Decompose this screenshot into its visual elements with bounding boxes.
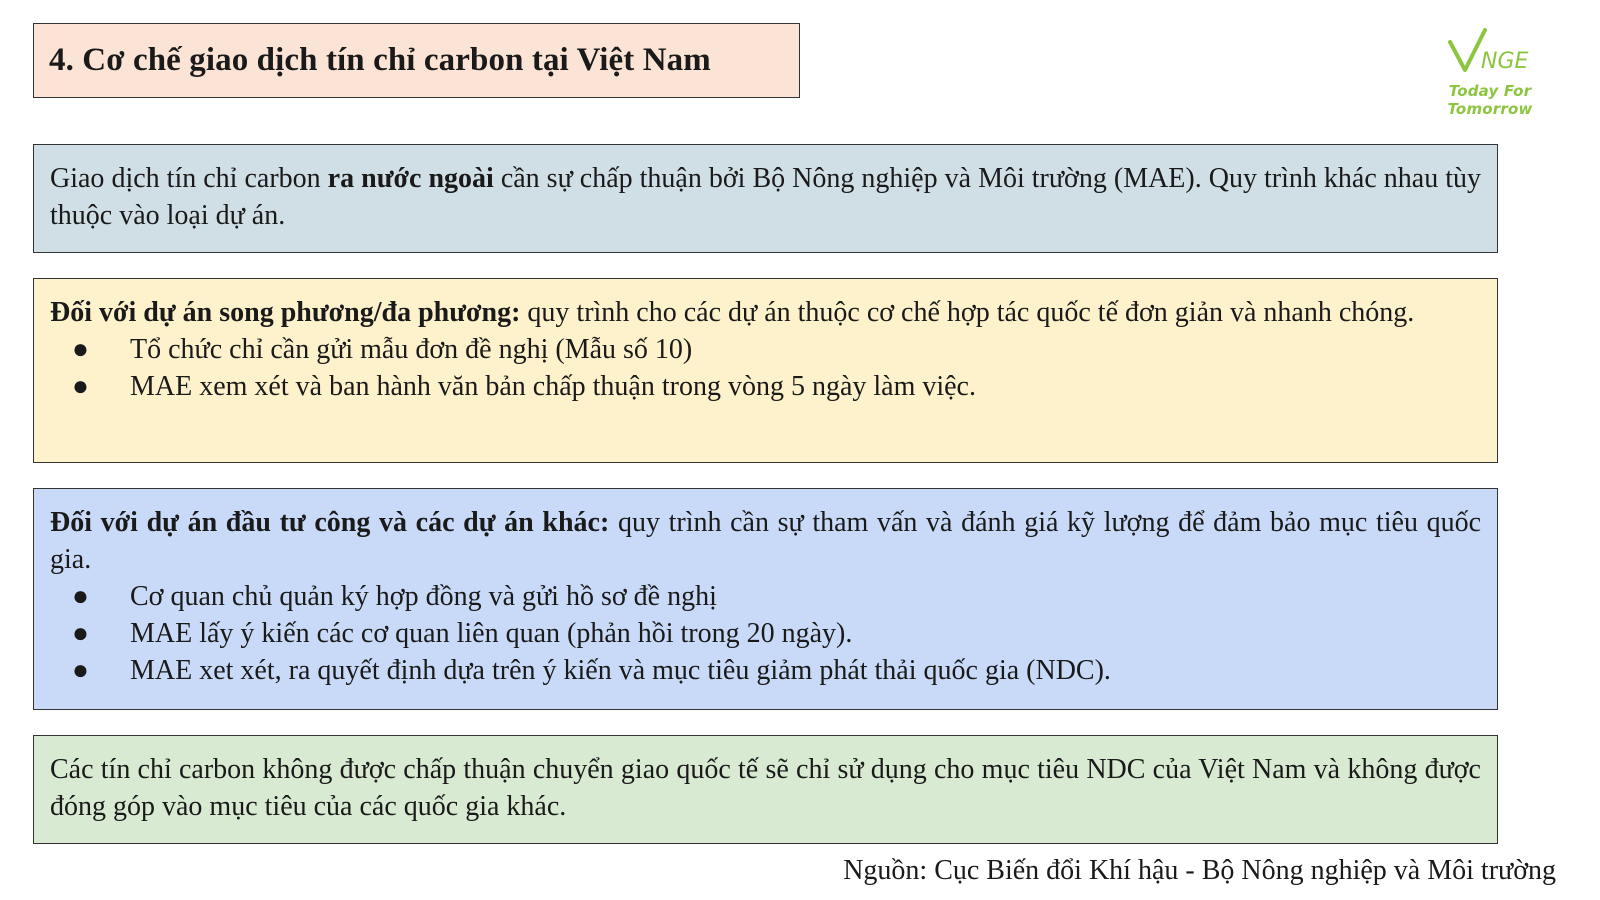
- bilateral-bullet-list: [50, 331, 1481, 405]
- public-investment-heading-text: quy trình cần sự tham vấn và đánh giá kỹ lượng để đảm bảo mục tiêu quốc gia.: [50, 507, 1482, 575]
- list-item-text: MAE xet xét, ra quyết định dựa trên ý kiến và mục tiêu giảm phát thải quốc gia (NDC).: [130, 655, 1111, 686]
- list-item: [50, 368, 1481, 405]
- list-item-text: Cơ quan chủ quản ký hợp đồng và gửi hồ sơ đề nghị: [130, 581, 717, 612]
- bullet-icon: ●: [72, 618, 89, 649]
- list-item: [50, 331, 1481, 368]
- bullet-icon: ●: [72, 371, 89, 402]
- bullet-icon: ●: [72, 655, 89, 686]
- intro-bold: ra nước ngoài: [327, 163, 494, 194]
- intro-text-after: cần sự chấp thuận bởi Bộ Nông nghiệp và Môi trường (MAE). Quy trình khác nhau tùy thuộc vào loại dự án.: [50, 163, 1481, 231]
- title-box: [33, 23, 800, 98]
- vnge-logo-mark-icon: [1445, 28, 1545, 78]
- list-item: [50, 578, 1481, 615]
- bilateral-heading: [50, 294, 1481, 331]
- intro-box: [33, 144, 1498, 253]
- source-citation: Nguồn: Cục Biến đổi Khí hậu - Bộ Nông nghiệp và Môi trường: [843, 855, 1556, 886]
- ndc-note-box: [33, 735, 1498, 844]
- logo-tagline: Today For Tomorrow: [1447, 82, 1533, 118]
- bilateral-box: [33, 278, 1498, 463]
- page-title: 4. Cơ chế giao dịch tín chỉ carbon tại Việt Nam: [49, 42, 711, 78]
- bilateral-heading-bold: Đối với dự án song phương/đa phương:: [50, 297, 521, 328]
- list-item-text: Tổ chức chỉ cần gửi mẫu đơn đề nghị (Mẫu số 10): [130, 334, 693, 365]
- public-investment-bullet-list: [50, 578, 1481, 689]
- intro-paragraph: [50, 160, 1481, 234]
- list-item: [50, 652, 1481, 689]
- list-item-text: MAE lấy ý kiến các cơ quan liên quan (phản hồi trong 20 ngày).: [130, 618, 853, 649]
- bullet-icon: ●: [72, 581, 89, 612]
- public-investment-heading-bold: Đối với dự án đầu tư công và các dự án khác:: [50, 507, 610, 538]
- bullet-icon: ●: [72, 334, 89, 365]
- ndc-note-paragraph: Các tín chỉ carbon không được chấp thuận chuyển giao quốc tế sẽ chỉ sử dụng cho mục tiêu NDC của Việt Nam và không được đóng góp vào mục tiêu của các quốc gia khác.: [50, 754, 1481, 822]
- list-item: [50, 615, 1481, 652]
- svg-text:NGE: NGE: [1481, 49, 1529, 74]
- public-investment-heading: [50, 504, 1481, 578]
- intro-text-before: Giao dịch tín chỉ carbon: [50, 163, 328, 194]
- bilateral-heading-text: quy trình cho các dự án thuộc cơ chế hợp tác quốc tế đơn giản và nhanh chóng.: [520, 297, 1415, 328]
- public-investment-box: [33, 488, 1498, 710]
- list-item-text: MAE xem xét và ban hành văn bản chấp thuận trong vòng 5 ngày làm việc.: [130, 371, 976, 402]
- vnge-logo: [1405, 18, 1575, 118]
